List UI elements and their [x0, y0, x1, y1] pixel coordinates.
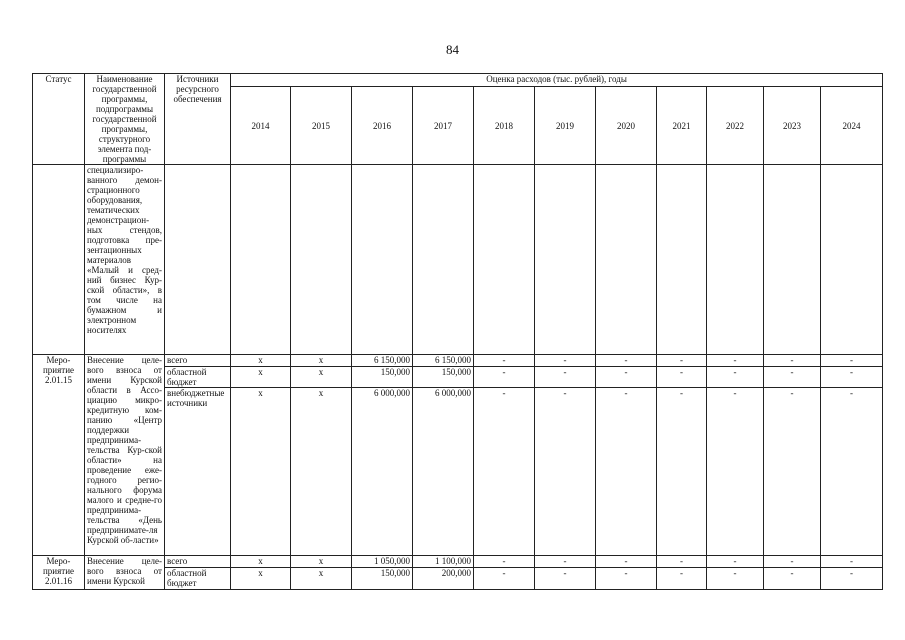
value-cell: -	[707, 556, 764, 568]
value-cell: x	[291, 556, 352, 568]
event-status: Меро-приятие 2.01.16	[33, 556, 85, 590]
header-estimate: Оценка расходов (тыс. рублей), годы	[231, 74, 883, 87]
event-name: Внесение целе-вого взноса от имени Курской	[85, 556, 165, 590]
year-2018: 2018	[474, 87, 535, 165]
header-sources: Источники ресурсного обеспечения	[165, 74, 231, 165]
value-cell: -	[474, 355, 535, 367]
value-cell: -	[657, 367, 707, 388]
value-cell: -	[535, 355, 596, 367]
value-cell: 6 000,000	[413, 388, 474, 556]
value-cell: -	[821, 568, 883, 590]
value-cell: -	[764, 556, 821, 568]
value-cell: -	[474, 568, 535, 590]
continuation-name: специализиро-ванного демон-страционного оборудования, тематических демонстрацион-ных стендов, подготовка пре-зентационных материалов «Малый и сред-ний бизнес Кур-ской области», в том числе на бумажном и электронном носителях	[85, 165, 165, 355]
value-cell: -	[474, 556, 535, 568]
value-cell: x	[231, 355, 291, 367]
value-cell: x	[231, 367, 291, 388]
value-cell: -	[474, 367, 535, 388]
value-cell: -	[596, 367, 657, 388]
value-cell: -	[535, 556, 596, 568]
source-cell: всего	[165, 556, 231, 568]
table-row	[33, 355, 883, 367]
year-2016: 2016	[352, 87, 413, 165]
value-cell: 150,000	[352, 367, 413, 388]
year-2022: 2022	[707, 87, 764, 165]
value-cell: x	[231, 388, 291, 556]
value-cell: -	[707, 367, 764, 388]
value-cell: -	[596, 568, 657, 590]
table-row	[33, 556, 883, 568]
year-2014: 2014	[231, 87, 291, 165]
value-cell: -	[596, 355, 657, 367]
continuation-status	[33, 165, 85, 355]
value-cell: x	[231, 556, 291, 568]
value-cell: 6 000,000	[352, 388, 413, 556]
event-name: Внесение целе-вого взноса от имени Курской области в Ассо-циацию микро-кредитную ком-панию «Центр поддержки предпринима-тельства Кур-ской области» на проведение еже-годного регио-нального форума малого и средне-го предпринима-тельства «День предпринимате-ля Курской об-ласти»	[85, 355, 165, 556]
value-cell: 150,000	[352, 568, 413, 590]
value-cell: 6 150,000	[413, 355, 474, 367]
value-cell: -	[596, 556, 657, 568]
year-2015: 2015	[291, 87, 352, 165]
year-2024: 2024	[821, 87, 883, 165]
value-cell: -	[596, 388, 657, 556]
budget-table	[32, 73, 883, 590]
source-cell: областной бюджет	[165, 568, 231, 590]
page-number: 84	[446, 42, 459, 57]
year-2021: 2021	[657, 87, 707, 165]
source-cell: областной бюджет	[165, 367, 231, 388]
value-cell: -	[535, 388, 596, 556]
value-cell: -	[764, 355, 821, 367]
year-2017: 2017	[413, 87, 474, 165]
header-name: Наименование государственной программы, подпрограммы государственной программы, структурного элемента под-программы	[85, 74, 165, 165]
value-cell: -	[657, 556, 707, 568]
value-cell: -	[707, 568, 764, 590]
value-cell: -	[474, 388, 535, 556]
header-status: Статус	[33, 74, 85, 165]
value-cell: 1 050,000	[352, 556, 413, 568]
value-cell: 150,000	[413, 367, 474, 388]
year-2019: 2019	[535, 87, 596, 165]
value-cell: -	[707, 355, 764, 367]
event-status: Меро-приятие 2.01.15	[33, 355, 85, 556]
value-cell: -	[535, 367, 596, 388]
continuation-row	[33, 165, 883, 355]
value-cell: x	[291, 388, 352, 556]
value-cell: 6 150,000	[352, 355, 413, 367]
value-cell: 1 100,000	[413, 556, 474, 568]
value-cell: -	[764, 388, 821, 556]
year-2023: 2023	[764, 87, 821, 165]
value-cell: 200,000	[413, 568, 474, 590]
value-cell: -	[707, 388, 764, 556]
source-cell: всего	[165, 355, 231, 367]
value-cell: -	[764, 367, 821, 388]
value-cell: -	[821, 367, 883, 388]
value-cell: -	[764, 568, 821, 590]
value-cell: -	[821, 388, 883, 556]
value-cell: x	[291, 568, 352, 590]
value-cell: -	[535, 568, 596, 590]
value-cell: -	[657, 388, 707, 556]
value-cell: x	[231, 568, 291, 590]
value-cell: x	[291, 367, 352, 388]
value-cell: -	[821, 556, 883, 568]
value-cell: -	[821, 355, 883, 367]
value-cell: -	[657, 568, 707, 590]
value-cell: -	[657, 355, 707, 367]
source-cell: внебюджетные источники	[165, 388, 231, 556]
year-2020: 2020	[596, 87, 657, 165]
value-cell: x	[291, 355, 352, 367]
